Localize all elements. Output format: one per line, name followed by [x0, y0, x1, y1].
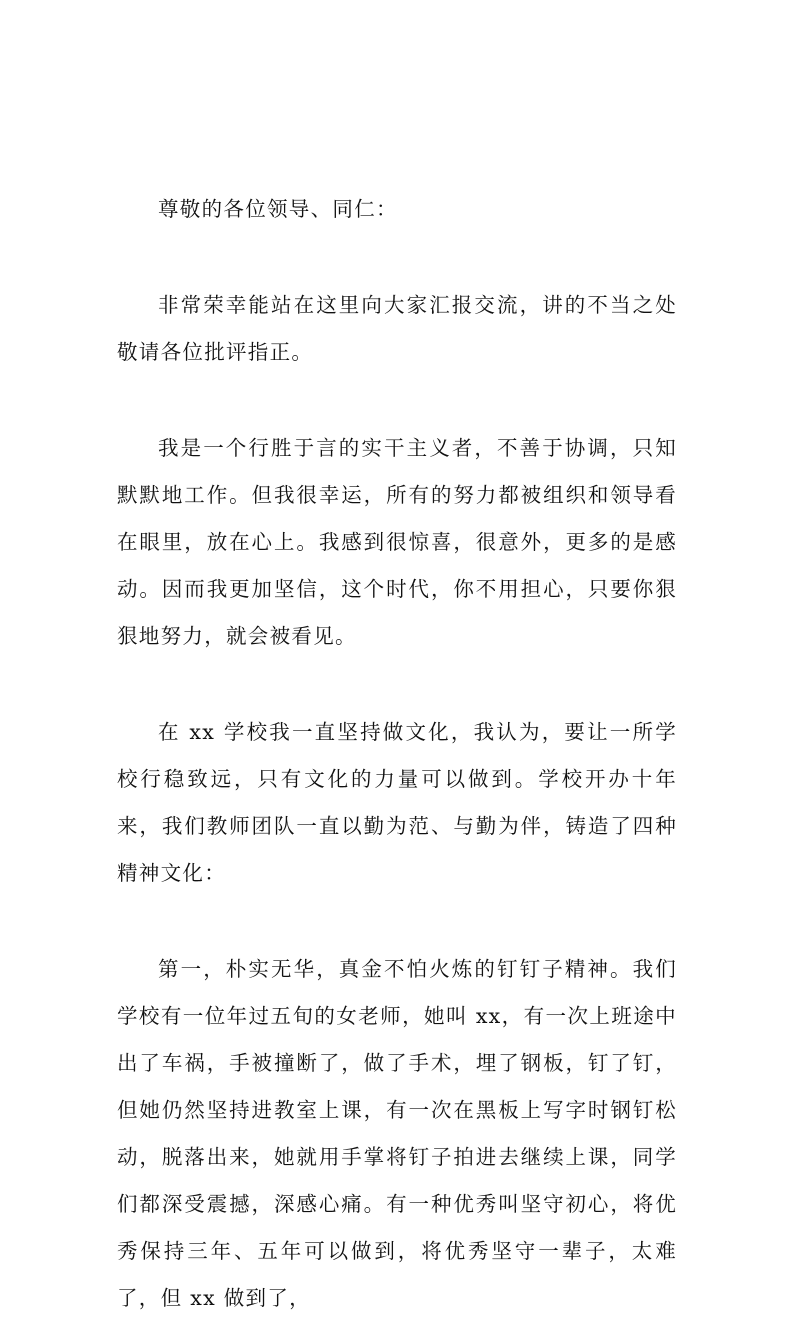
- paragraph-spacer: [117, 233, 677, 282]
- paragraph-self-intro: 我是一个行胜于言的实干主义者，不善于协调，只知默默地工作。但我很幸运，所有的努力都被组织和领导看在眼里，放在心上。我感到很惊喜，很意外，更多的是感动。因而我更加坚信，这个时代，你不用担心，只要你狠狠地努力，就会被看见。: [117, 436, 677, 648]
- salutation: 尊敬的各位领导、同仁：: [158, 197, 398, 221]
- paragraph-opening: 非常荣幸能站在这里向大家汇报交流，讲的不当之处敬请各位批评指正。: [117, 293, 677, 364]
- paragraph-spacer: [117, 660, 677, 709]
- paragraph-school-culture: 在 xx 学校我一直坚持做文化，我认为，要让一所学校行稳致远，只有文化的力量可以做到。学校开办十年来，我们教师团队一直以勤为范、与勤为伴，铸造了四种精神文化：: [117, 720, 677, 885]
- paragraph-spacer: [117, 376, 677, 425]
- paragraph-first-spirit: 第一，朴实无华，真金不怕火炼的钉钉子精神。我们学校有一位年过五旬的女老师，她叫 xx，有一次上班途中出了车祸，手被撞断了，做了手术，埋了钢板，钉了钉，但她仍然坚持进教室上课，有一次在黑板上写字时钢钉松动，脱落出来，她就用手掌将钉子拍进去继续上课，同学们都深受震撼，深感心痛。有一种优秀叫坚守初心，将优秀保持三年、五年可以做到，将优秀坚守一辈子，太难了，但 xx 做到了，: [117, 957, 677, 1310]
- paragraph-spacer: [117, 897, 677, 946]
- document-page: [117, 186, 677, 1322]
